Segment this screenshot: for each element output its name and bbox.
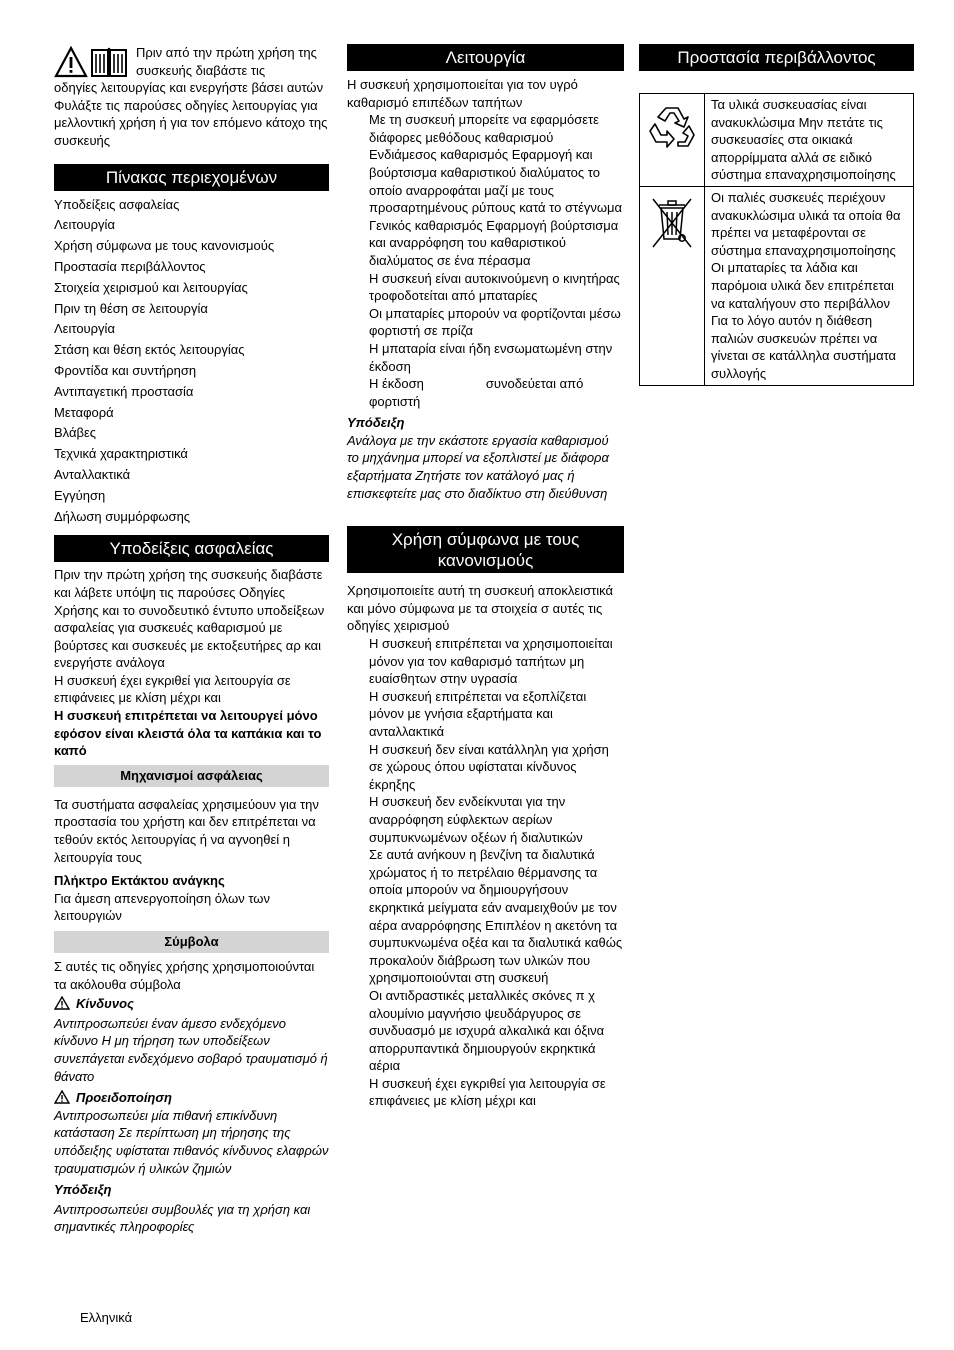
warning-text: Αντιπροσωπεύει μία πιθανή επικίνδυνη κατάσταση Σε περίπτωση μη τήρησης της υπόδειξης υφίσταται πιθανός κίνδυνος ελαφρών τραυματισμών ή υλικών ζημιών	[54, 1107, 329, 1176]
left-column	[54, 44, 329, 1236]
danger-label-text: Κίνδυνος	[76, 996, 134, 1012]
toc-item[interactable]: Μεταφορά	[54, 404, 114, 420]
operation-item: Ενδιάμεσος καθαρισμός Εφαρμογή και βούρτσισμα καθαριστικού διαλύματος το οποίο αναρροφάται μαζί με τους προσαρτημένους ρύπους κατά το στέγνωμα	[369, 147, 623, 216]
safety-heading: Υποδείξεις ασφαλείας	[54, 535, 329, 562]
toc-item[interactable]: Τεχνικά χαρακτηριστικά	[54, 446, 188, 462]
safety-devices-text: Τα συστήματα ασφαλείας χρησιμεύουν για την προστασία του χρήστη και δεν επιτρέπεται να τεθούν εκτός λειτουργίας ή να αγνοηθεί η λειτουργία τους	[54, 796, 319, 865]
operation-item: Η συσκευή είναι αυτοκινούμενη ο κινητήρας τροφοδοτείται από μπαταρίες	[369, 270, 620, 304]
intended-use-item: Η συσκευή έχει εγκριθεί για λειτουργία σε επιφάνειες με κλίση μέχρι και	[369, 1075, 606, 1109]
intended-use-intro: Χρησιμοποιείτε αυτή τη συσκευή αποκλειστικά και μόνο σύμφωνα με τα στοιχεία σ αυτές τις οδηγίες χειρισμού	[347, 583, 613, 634]
toc-list	[54, 195, 329, 528]
open-book-icon	[90, 46, 128, 78]
environment-icon-cell	[640, 186, 705, 385]
safety-devices-heading: Μηχανισμοί ασφάλειας	[54, 765, 329, 787]
toc-item[interactable]: Λειτουργία	[54, 321, 115, 337]
intended-use-item: Η συσκευή επιτρέπεται να χρησιμοποιείται μόνον για τον καθαρισμό ταπήτων μη ευαίσθητων στην υγρασία	[369, 636, 613, 687]
warning-triangle-icon	[54, 996, 70, 1010]
environment-icon-cell	[640, 94, 705, 187]
footer-language: Ελληνικά	[80, 1310, 133, 1325]
operation-item: Με τη συσκευή μπορείτε να εφαρμόσετε διάφορες μεθόδους καθαρισμού	[369, 112, 599, 145]
recycle-icon	[647, 102, 697, 150]
safety-slope: Η συσκευή έχει εγκριθεί για λειτουργία σε επιφάνειες με κλίση μέχρι και	[54, 672, 291, 706]
intro-text-rest: οδηγίες λειτουργίας και ενεργήστε βάσει αυτών Φυλάξτε τις παρούσες οδηγίες λειτουργίας για μελλοντική χρήση ή για τον επόμενο κάτοχο της συσκευής	[54, 80, 328, 148]
toc-item[interactable]: Δήλωση συμμόρφωσης	[54, 508, 191, 524]
toc-item[interactable]: Λειτουργία	[54, 217, 115, 233]
toc-item[interactable]: Ανταλλακτικά	[54, 466, 131, 482]
charger-text-a: Η έκδοση	[369, 376, 424, 392]
charger-text-c: φορτιστή	[369, 393, 421, 409]
operation-item: Η μπαταρία είναι ήδη ενσωματωμένη στην έκδοση	[369, 340, 613, 374]
warning-label	[54, 1089, 329, 1107]
toc-item[interactable]: Αντιπαγετική προστασία	[54, 383, 194, 399]
intended-use-item: Η συσκευή επιτρέπεται να εξοπλίζεται μόνον με γνήσια εξαρτήματα και ανταλλακτικά	[369, 688, 587, 739]
intro-text-first: Πριν από την πρώτη χρήση της συσκευής διαβάστε τις	[136, 45, 317, 78]
emergency-stop-text: Για άμεση απενεργοποίηση όλων των λειτουργιών	[54, 890, 270, 924]
warning-triangle-icon	[54, 46, 88, 78]
toc-item[interactable]: Χρήση σύμφωνα με τους κανονισμούς	[54, 238, 275, 254]
emergency-stop-heading: Πλήκτρο Εκτάκτου ανάγκης	[54, 873, 225, 889]
toc-item[interactable]: Στάση και θέση εκτός λειτουργίας	[54, 342, 245, 358]
operation-item: Γενικός καθαρισμός Εφαρμογή βούρτσισμα και αναρρόφηση του καθαριστικού διαλύματος σε ένα πέρασμα	[369, 217, 619, 268]
note-text: Αντιπροσωπεύει συμβουλές για τη χρήση και σημαντικές πληροφορίες	[54, 1201, 311, 1235]
intended-use-item: Σε αυτά ανήκουν η βενζίνη τα διαλυτικά χρώματος ή το πετρέλαιο θέρμανσης τα οποία μπορούν να δημιουργήσουν εκρηκτικά μείγματα εάν αναμειχθούν με τον αέρα αναρρόφησης Επιπλέον η ακετόνη τα συμπυκνωμένα οξέα και τα διαλυτικά καθώς προκαλούν διάβρωση των υλικών που χρησιμοποιούνται στη συσκευή	[369, 847, 623, 986]
environment-row-packaging	[640, 94, 914, 187]
operation-note-label: Υπόδειξη	[347, 415, 405, 431]
danger-label	[54, 995, 329, 1013]
right-column	[639, 44, 914, 386]
toc-item[interactable]: Φροντίδα και συντήρηση	[54, 362, 197, 378]
symbols-heading: Σύμβολα	[54, 931, 329, 953]
toc-item[interactable]: Βλάβες	[54, 425, 97, 441]
operation-note-text: Ανάλογα με την εκάστοτε εργασία καθαρισμού το μηχάνημα μπορεί να εξοπλιστεί με διάφορα εξαρτήματα Ζητήστε τον κατάλογό μας ή επισκεφτείτε μας στο διαδίκτυο στη διεύθυνση	[347, 432, 609, 501]
note-label: Υπόδειξη	[54, 1182, 112, 1198]
operation-intro: Η συσκευή χρησιμοποιείται για τον υγρό καθαρισμό επιπέδων ταπήτων	[347, 77, 578, 110]
symbols-intro: Σ αυτές τις οδηγίες χρήσης χρησιμοποιούνται τα ακόλουθα σύμβολα	[54, 959, 315, 992]
toc-item[interactable]: Στοιχεία χειρισμού και λειτουργίας	[54, 279, 248, 295]
environment-packaging-text: Τα υλικά συσκευασίας είναι ανακυκλώσιμα Μην πετάτε τις συσκευασίες στα οικιακά απορρίμματα αλλά σε ειδικό σύστημα επαναχρησιμοποίησης	[705, 94, 914, 187]
intro-block	[54, 44, 329, 150]
intended-use-item: Η συσκευή δεν ενδείκνυται για την αναρρόφηση εύφλεκτων αερίων συμπυκνωμένων οξέων ή διαλυτικών	[369, 794, 583, 845]
crossed-out-bin-icon	[649, 195, 695, 251]
charger-text-b: συνοδεύεται από	[485, 376, 584, 392]
environment-heading: Προστασία περιβάλλοντος	[639, 44, 914, 71]
toc-item[interactable]: Πριν τη θέση σε λειτουργία	[54, 300, 208, 316]
safety-covers-closed: Η συσκευή επιτρέπεται να λειτουργεί μόνο εφόσον είναι κλειστά όλα τα καπάκια και το καπό	[54, 708, 322, 759]
toc-heading: Πίνακας περιεχομένων	[54, 164, 329, 191]
warning-label-text: Προειδοποίηση	[76, 1090, 172, 1106]
environment-old-appliances-text: Οι παλιές συσκευές περιέχουν ανακυκλώσιμα υλικά τα οποία θα πρέπει να μεταφέρονται σε σύστημα επαναχρησιμοποίησης Οι μπαταρίες τα λάδια και παρόμοια υλικά δεν επιτρέπεται να καταλήγουν στο περιβάλλον Για το λόγο αυτόν η διάθεση παλιών συσκευών πρέπει να γίνεται σε κατάλληλα συστήματα συλλογής	[705, 186, 914, 385]
intended-use-item: Οι αντιδραστικές μεταλλικές σκόνες π χ αλουμίνιο μαγνήσιο ψευδάργυρος σε συνδυασμό με ισχυρά αλκαλικά και όξινα απορρυπαντικά δημιουργούν εκρηκτικά αέρια	[369, 987, 605, 1074]
warning-triangle-icon	[54, 1090, 70, 1104]
danger-text: Αντιπροσωπεύει έναν άμεσο ενδεχόμενο κίνδυνο Η μη τήρηση των υποδείξεων συνεπάγεται ενδεχόμενο σοβαρό τραυματισμό ή θάνατο	[54, 1015, 328, 1084]
toc-item[interactable]: Υποδείξεις ασφαλείας	[54, 196, 180, 212]
operation-heading: Λειτουργία	[347, 44, 624, 71]
toc-item[interactable]: Προστασία περιβάλλοντος	[54, 258, 206, 274]
operation-item-charger	[347, 375, 624, 410]
environment-table	[639, 93, 914, 386]
operation-item: Οι μπαταρίες μπορούν να φορτίζονται μέσω φορτιστή σε πρίζα	[369, 305, 621, 339]
intended-use-item: Η συσκευή δεν είναι κατάλληλη για χρήση σε χώρους όπου υφίσταται κίνδυνος έκρηξης	[369, 741, 609, 792]
intended-use-heading: Χρήση σύμφωνα με τους κανονισμούς	[347, 526, 624, 573]
safety-intro: Πριν την πρώτη χρήση της συσκευής διαβάστε και λάβετε υπόψη τις παρούσες Οδηγίες Χρήσης και το συνοδευτικό έντυπο υποδείξεων ασφαλείας για συσκευές καθαρισμού με βούρτσες και συσκευές με εκτοξευτήρες αρ και ενεργήστε ανάλογα	[54, 567, 325, 671]
intro-icons	[54, 46, 128, 78]
toc-item[interactable]: Εγγύηση	[54, 487, 106, 503]
middle-column	[347, 44, 624, 1110]
environment-row-old-appliances	[640, 186, 914, 385]
